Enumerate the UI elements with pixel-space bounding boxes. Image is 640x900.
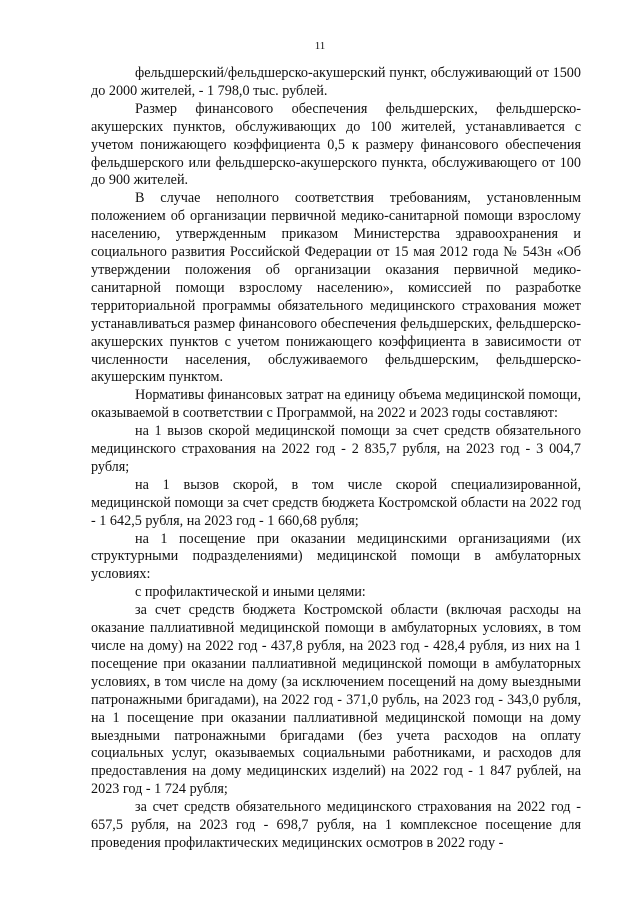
paragraph: Размер финансового обеспечения фельдшерских, фельдшерско-акушерских пунктов, обслуживающих до 100 жителей, устанавливается с учетом понижающего коэффициента 0,5 к размеру финансового обеспечения фельдшерского или фельдшерско-акушерского пункта, обслуживающего от 100 до 900 жителей. xyxy=(91,100,581,189)
page-number: 11 xyxy=(314,40,326,52)
paragraph: с профилактической и иными целями: xyxy=(135,584,366,601)
paragraph: В случае неполного соответствия требованиям, установленным положением об организации первичной медико-санитарной помощи взрослому населению, утвержденным приказом Министерства здравоохранения и социального развития Российской Федерации от 15 мая 2012 года № 543н «Об утверждении положения об организации оказания первичной медико-санитарной помощи взрослому населению», комиссией по разработке территориальной программы обязательного медицинского страхования может устанавливаться размер финансового обеспечения фельдшерских, фельдшерско-акушерских пунктов с учетом понижающего коэффициента в зависимости от численности населения, обслуживаемого фельдшерским, фельдшерско-акушерским пунктом. xyxy=(91,190,581,386)
paragraph: на 1 вызов скорой, в том числе скорой специализированной, медицинской помощи за счет средств бюджета Костромской области на 2022 год - 1 642,5 рубля, на 2023 год - 1 660,68 рубля; xyxy=(91,476,581,529)
paragraph: фельдшерский/фельдшерско-акушерский пункт, обслуживающий от 1500 до 2000 жителей, - 1 798,0 тыс. рублей. xyxy=(91,65,581,99)
paragraph: за счет средств обязательного медицинского страхования на 2022 год - 657,5 рубля, на 2023 год - 698,7 рубля, на 1 комплексное посещение для проведения профилактических медицинских осмотров в 2022 году - xyxy=(91,799,581,851)
paragraph: на 1 вызов скорой медицинской помощи за счет средств обязательного медицинского страхования на 2022 год - 2 835,7 рубля, на 2023 год - 3 004,7 рубля; xyxy=(91,423,581,475)
body-text xyxy=(91,65,581,853)
paragraph: за счет средств бюджета Костромской области (включая расходы на оказание паллиативной медицинской помощи в амбулаторных условиях, в том числе на дому) на 2022 год - 437,8 рубля, на 2023 год - 428,4 рубля, из них на 1 посещение при оказании паллиативной медицинской помощи в амбулаторных условиях, в том числе на дому (за исключением посещений на дому выездными патронажными бригадами), на 2022 год - 371,0 рубль, на 2023 год - 343,0 рубля, на 1 посещение при оказании паллиативной медицинской помощи на дому выездными патронажными бригадами (без учета расходов на оплату социальных услуг, оказываемых социальными работниками, и расходов для предоставления на дому медицинских изделий) на 2022 год - 1 847 рублей, на 2023 год - 1 724 рубля; xyxy=(91,602,581,798)
paragraph: на 1 посещение при оказании медицинскими организациями (их структурными подразделениями) медицинской помощи в амбулаторных условиях: xyxy=(91,530,581,583)
paragraph: Нормативы финансовых затрат на единицу объема медицинской помощи, оказываемой в соответствии с Программой, на 2022 и 2023 годы составляют: xyxy=(91,387,581,422)
